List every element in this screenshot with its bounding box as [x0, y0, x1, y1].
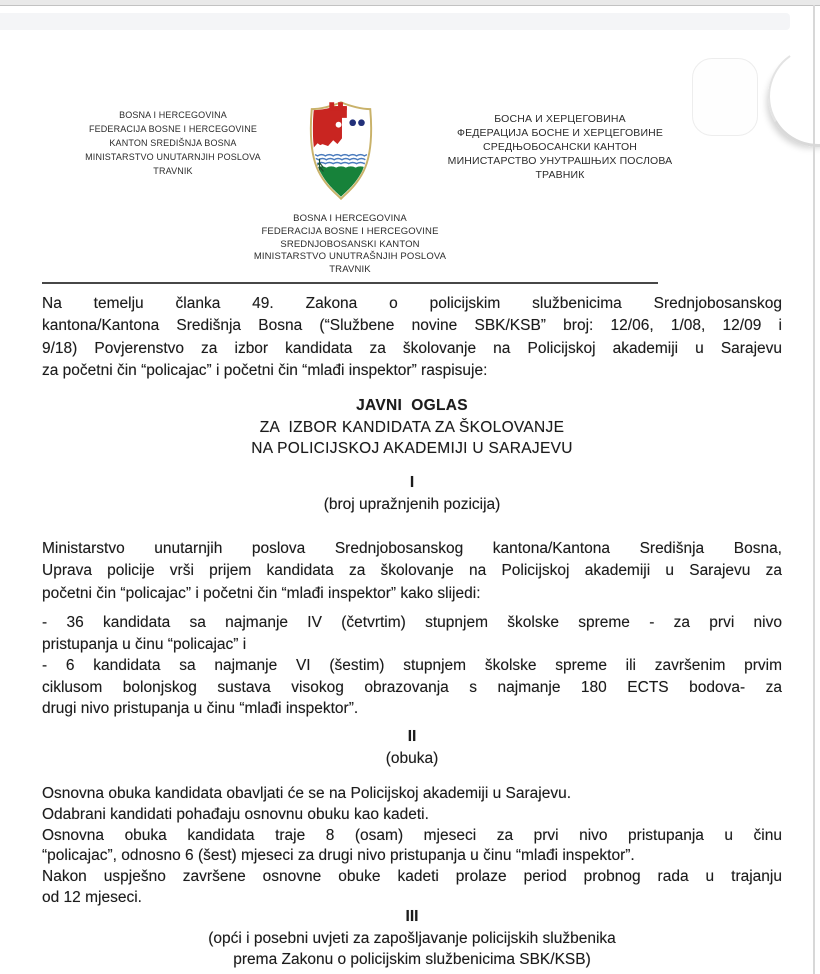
text-line: - 6 kandidata sa najmanje VI (šestim) stupnjem školske spreme ili završenim prvim — [42, 657, 782, 674]
divider-rule — [42, 282, 658, 284]
section-subtitle: (obuka) — [385, 750, 439, 767]
white-dot — [336, 122, 342, 128]
text-line: Ministarstvo unutarnjih poslova Srednjobosanskog kantona/Kantona Središnja Bosna, — [42, 540, 782, 557]
page-curl-artifact — [760, 38, 820, 155]
text-line: 9/18) Povjerenstvo za izbor kandidata za školovanje na Policijskoj akademiji u Sarajevu — [42, 339, 782, 357]
training-paragraphs — [42, 784, 782, 909]
notice-title — [42, 395, 782, 460]
text-line: drugi nivo pristupanja u činu “mlađi inspektor”. — [42, 700, 359, 717]
section-subtitle: (opći i posebni uvjeti za zapošljavanje policijskih službenika — [208, 929, 616, 947]
notice-title-line: ZA IZBOR KANDIDATA ZA ŠKOLOVANJE — [259, 418, 565, 436]
text-line: pristupanja u činu “policajac” i — [42, 635, 247, 653]
text-line: Osnovna obuka kandidata obavljati će se na Policijskoj akademiji u Sarajevu. — [42, 785, 572, 802]
letterhead-right — [423, 112, 697, 182]
navy-dot — [358, 119, 365, 126]
section-numeral: III — [405, 908, 419, 925]
letterhead-line: БОСНА И ХЕРЦЕГОВИНА — [494, 113, 626, 125]
text-line: Na temelju članka 49. Zakona o policijskim službenicima Srednjobosanskog — [42, 295, 782, 312]
section-1-heading — [42, 472, 782, 516]
letterhead-line: FEDERACIJA BOSNE I HERCEGOVINE — [261, 225, 439, 237]
letterhead-line: SREDNJOBOSANSKI KANTON — [280, 238, 420, 250]
text-line: kantona/Kantona Središnja Bosna (“Službene novine SBK/KSB” broj: 12/06, 1/08, 12/09 i — [42, 317, 782, 335]
letterhead-line: MINISTARSTVO UNUTRAŠNJIH POSLOVA — [253, 251, 447, 263]
page-edge-line — [813, 5, 815, 974]
text-line: Uprava policije vrši prijem kandidata za školovanje na Policijskoj akademiji u Sarajevu za — [42, 562, 782, 580]
letterhead-line: TRAVNIK — [153, 166, 193, 176]
section-subtitle: prema Zakonu o policijskim službenicima SBK/KSB) — [233, 951, 591, 968]
section-2-heading — [42, 726, 782, 770]
letterhead-line: TRAVNIK — [329, 264, 371, 276]
positions-list — [42, 612, 782, 720]
section-subtitle: (broj upražnjenih pozicija) — [323, 496, 501, 513]
letterhead-center — [145, 213, 555, 277]
section-numeral: I — [409, 474, 415, 491]
letterhead-line: МИНИСТАРСТВО УНУТРАШЊИХ ПОСЛОВА — [447, 155, 673, 167]
letterhead-line: KANTON SREDIŠNJA BOSNA — [109, 138, 237, 148]
text-line: za početni čin “policajac” i početni čin “mlađi inspektor” raspisuje: — [42, 361, 488, 379]
section-numeral: II — [407, 728, 417, 745]
letterhead-left — [58, 108, 288, 178]
intro-paragraph — [42, 293, 782, 382]
text-line: Nakon uspješno završene osnovne obuke kadeti prolaze period probnog rada u trajanju — [42, 868, 782, 886]
scan-strip-artifact — [0, 13, 790, 30]
text-line: - 36 kandidata sa najmanje IV (četvrtim) stupnjem školske spreme - za prvi nivo — [42, 614, 782, 631]
coat-of-arms-icon — [303, 98, 379, 204]
text-line: Osnovna obuka kandidata traje 8 (osam) mjeseci za prvi nivo pristupanja u činu — [42, 826, 782, 844]
letterhead-line: BOSNA I HERCEGOVINA — [293, 213, 407, 224]
scan-pill-artifact — [692, 58, 758, 136]
text-line: “policajac”, odnosno 6 (šest) mjeseci za drugi nivo pristupanja u činu “mlađi inspektor”. — [42, 847, 635, 865]
letterhead-line: ТРАВНИК — [535, 169, 585, 181]
text-line: ciklusom bolonjskog sustava visokog obrazovanja s najmanje 180 ECTS bodova- za — [42, 678, 782, 696]
top-gray-bar — [0, 0, 820, 6]
text-line: od 12 mjeseci. — [42, 888, 142, 906]
letterhead-line: BOSNA I HERCEGOVINA — [119, 110, 227, 120]
positions-paragraph — [42, 538, 782, 605]
navy-dot — [349, 119, 356, 126]
text-line: početni čin “policajac” i početni čin “mlađi inspektor” kako slijedi: — [42, 584, 481, 602]
letterhead-line: MINISTARSTVO UNUTARNJIH POSLOVA — [85, 152, 261, 162]
letterhead-line: СРЕДЊОБОСАНСКИ КАНТОН — [482, 141, 638, 153]
notice-title-line: NA POLICIJSKOJ AKADEMIJI U SARAJEVU — [251, 440, 573, 457]
letterhead-line: FEDERACIJA BOSNE I HERCEGOVINE — [88, 124, 258, 134]
section-3-heading — [42, 906, 782, 971]
notice-title-line: JAVNI OGLAS — [356, 397, 468, 414]
text-line: Odabrani kandidati pohađaju osnovnu obuku kao kadeti. — [42, 805, 429, 823]
letterhead-line: ФЕДЕРАЦИЈА БОСНЕ И ХЕРЦЕГОВИНЕ — [456, 127, 664, 139]
